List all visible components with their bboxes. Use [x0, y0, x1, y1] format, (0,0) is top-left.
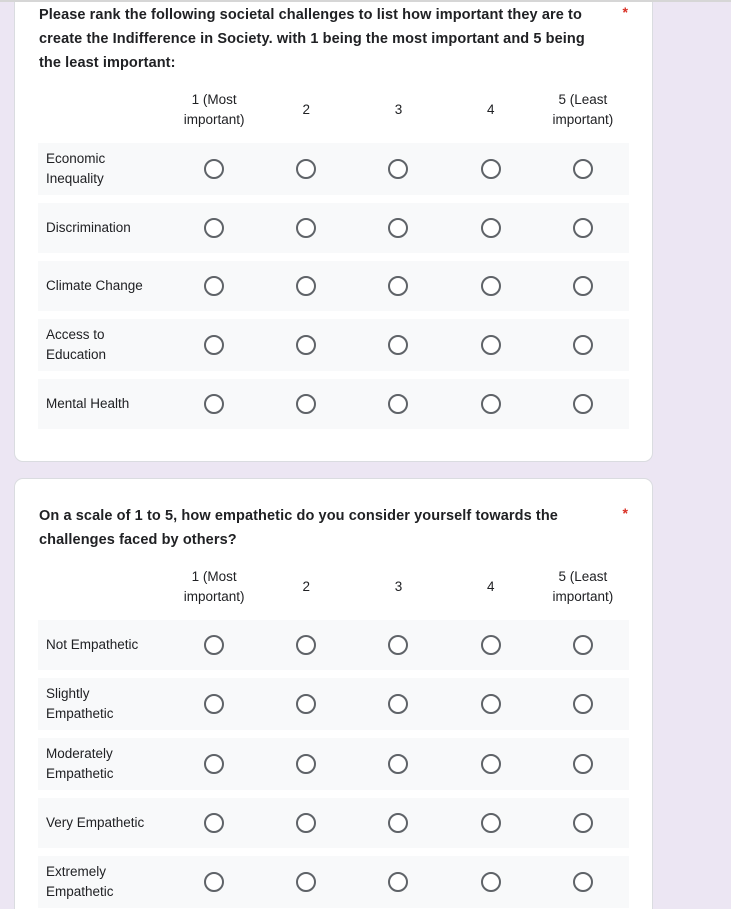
radio-button[interactable] [481, 635, 501, 655]
radio-button[interactable] [481, 159, 501, 179]
radio-button[interactable] [573, 694, 593, 714]
radio-cell [445, 866, 537, 898]
radio-cell [537, 748, 629, 780]
row-label: Extremely Empathetic [46, 864, 114, 899]
radio-button[interactable] [481, 394, 501, 414]
radio-button[interactable] [204, 694, 224, 714]
column-header: 2 [302, 102, 311, 117]
grid-row [38, 319, 629, 371]
radio-cell [445, 629, 537, 661]
radio-cell [445, 270, 537, 302]
viewport-top-divider [0, 0, 731, 2]
radio-cell [168, 629, 260, 661]
radio-cell [537, 866, 629, 898]
radio-cell [168, 807, 260, 839]
radio-button[interactable] [573, 754, 593, 774]
radio-cell [537, 153, 629, 185]
radio-button[interactable] [388, 635, 408, 655]
radio-cell [445, 153, 537, 185]
radio-button[interactable] [388, 813, 408, 833]
radio-button[interactable] [573, 159, 593, 179]
radio-cell [260, 270, 352, 302]
grid-header-row [38, 562, 629, 612]
radio-cell [352, 388, 444, 420]
radio-button[interactable] [204, 635, 224, 655]
radio-button[interactable] [481, 872, 501, 892]
column-header: 1 (Most important) [183, 569, 245, 604]
radio-button[interactable] [388, 276, 408, 296]
radio-cell [352, 807, 444, 839]
radio-button[interactable] [204, 159, 224, 179]
radio-cell [168, 153, 260, 185]
grid-row [38, 203, 629, 253]
radio-cell [168, 688, 260, 720]
radio-button[interactable] [204, 872, 224, 892]
column-header: 4 [486, 102, 495, 117]
radio-button[interactable] [388, 159, 408, 179]
radio-cell [260, 388, 352, 420]
radio-cell [445, 388, 537, 420]
radio-cell [445, 748, 537, 780]
radio-cell [445, 807, 537, 839]
column-header: 3 [394, 102, 403, 117]
row-label: Not Empathetic [46, 637, 139, 652]
radio-button[interactable] [388, 218, 408, 238]
radio-cell [168, 270, 260, 302]
radio-button[interactable] [481, 276, 501, 296]
radio-button[interactable] [296, 754, 316, 774]
radio-cell [537, 807, 629, 839]
radio-cell [537, 270, 629, 302]
radio-button[interactable] [204, 394, 224, 414]
radio-button[interactable] [573, 276, 593, 296]
radio-cell [260, 153, 352, 185]
radio-cell [260, 807, 352, 839]
row-label: Very Empathetic [46, 815, 145, 830]
grid-row [38, 798, 629, 848]
radio-button[interactable] [481, 694, 501, 714]
required-asterisk: * [622, 505, 628, 521]
radio-cell [168, 748, 260, 780]
radio-cell [352, 153, 444, 185]
radio-grid [38, 85, 629, 429]
column-header: 2 [302, 579, 311, 594]
grid-row [38, 738, 629, 790]
radio-button[interactable] [481, 335, 501, 355]
radio-button[interactable] [204, 335, 224, 355]
radio-button[interactable] [204, 218, 224, 238]
radio-button[interactable] [388, 335, 408, 355]
radio-cell [352, 688, 444, 720]
question-card-empathy-scale [14, 478, 653, 909]
radio-cell [537, 629, 629, 661]
radio-button[interactable] [296, 872, 316, 892]
grid-row [38, 143, 629, 195]
radio-button[interactable] [481, 218, 501, 238]
radio-cell [168, 388, 260, 420]
radio-button[interactable] [296, 394, 316, 414]
radio-button[interactable] [481, 813, 501, 833]
radio-button[interactable] [296, 276, 316, 296]
radio-grid [38, 562, 629, 908]
column-header: 5 (Least important) [552, 92, 614, 127]
radio-cell [537, 212, 629, 244]
radio-button[interactable] [573, 335, 593, 355]
radio-cell [260, 212, 352, 244]
radio-cell [445, 329, 537, 361]
radio-cell [260, 329, 352, 361]
radio-cell [537, 388, 629, 420]
row-label: Economic Inequality [46, 151, 106, 186]
radio-button[interactable] [573, 394, 593, 414]
radio-button[interactable] [204, 276, 224, 296]
radio-button[interactable] [573, 218, 593, 238]
row-label: Mental Health [46, 396, 130, 411]
radio-cell [260, 866, 352, 898]
radio-button[interactable] [573, 872, 593, 892]
radio-cell [260, 629, 352, 661]
radio-cell [168, 866, 260, 898]
question-card-rank-challenges [14, 0, 653, 462]
radio-cell [537, 329, 629, 361]
radio-button[interactable] [388, 872, 408, 892]
radio-button[interactable] [296, 694, 316, 714]
radio-cell [352, 629, 444, 661]
row-label: Discrimination [46, 220, 131, 235]
radio-cell [445, 688, 537, 720]
radio-button[interactable] [388, 694, 408, 714]
question-header [15, 479, 652, 552]
grid-row [38, 678, 629, 730]
grid-row [38, 261, 629, 311]
radio-button[interactable] [573, 635, 593, 655]
radio-cell [260, 748, 352, 780]
radio-cell [352, 866, 444, 898]
question-header [15, 0, 652, 75]
radio-cell [352, 748, 444, 780]
column-header: 5 (Least important) [552, 569, 614, 604]
row-label: Moderately Empathetic [46, 746, 114, 781]
row-label: Climate Change [46, 278, 143, 293]
radio-button[interactable] [296, 635, 316, 655]
question-title: On a scale of 1 to 5, how empathetic do you consider yourself towards the challenges faced by others? [39, 508, 558, 548]
radio-button[interactable] [481, 754, 501, 774]
radio-button[interactable] [296, 159, 316, 179]
grid-header-row [38, 85, 629, 135]
radio-cell [168, 212, 260, 244]
radio-cell [168, 329, 260, 361]
row-label: Access to Education [46, 327, 107, 362]
required-asterisk: * [622, 4, 628, 20]
radio-button[interactable] [204, 813, 224, 833]
radio-button[interactable] [388, 394, 408, 414]
radio-button[interactable] [296, 218, 316, 238]
radio-button[interactable] [204, 754, 224, 774]
radio-cell [352, 212, 444, 244]
column-header: 1 (Most important) [183, 92, 245, 127]
row-label: Slightly Empathetic [46, 686, 114, 721]
radio-cell [537, 688, 629, 720]
grid-row [38, 620, 629, 670]
radio-cell [260, 688, 352, 720]
radio-button[interactable] [573, 813, 593, 833]
radio-cell [445, 212, 537, 244]
radio-cell [352, 329, 444, 361]
radio-button[interactable] [296, 813, 316, 833]
column-header: 3 [394, 579, 403, 594]
grid-row [38, 379, 629, 429]
question-title: Please rank the following societal challenges to list how important they are to create the Indifference in Society. with 1 being the most important and 5 being the least important: [39, 7, 585, 71]
radio-button[interactable] [296, 335, 316, 355]
radio-cell [352, 270, 444, 302]
grid-row [38, 856, 629, 908]
column-header: 4 [486, 579, 495, 594]
radio-button[interactable] [388, 754, 408, 774]
